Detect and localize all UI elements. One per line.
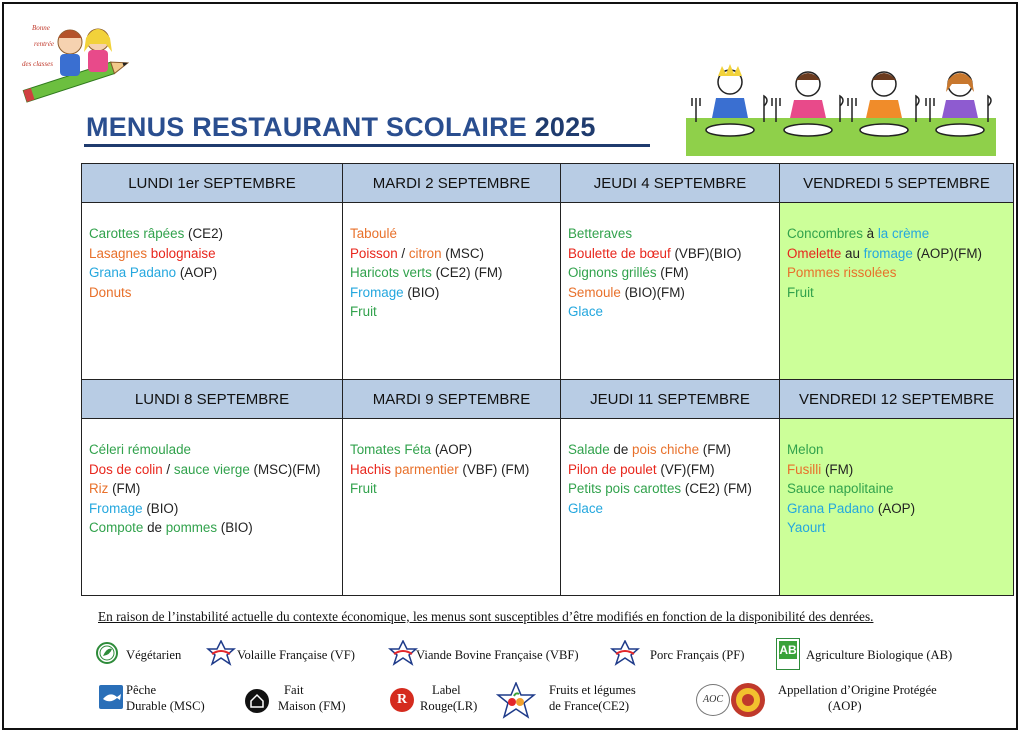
day-header-row xyxy=(82,164,1014,203)
menu-item xyxy=(89,283,342,303)
legend-fm-line1: Fait xyxy=(284,683,304,697)
menu-item xyxy=(787,283,1013,303)
menu-item-part: Betteraves xyxy=(568,226,633,241)
menu-item-part: citron xyxy=(408,245,442,261)
menu-item xyxy=(350,283,560,303)
legend-fm-line2: Maison (FM) xyxy=(278,699,346,713)
menu-item xyxy=(787,263,1013,283)
menu-item-part: Carottes râpées xyxy=(89,226,185,241)
menu-item-part: Pilon de poulet xyxy=(568,461,657,477)
menu-item-part: parmentier xyxy=(394,461,459,477)
day-header: JEUDI 11 SEPTEMBRE xyxy=(561,380,780,419)
menu-item-part: Lasagnes xyxy=(89,245,151,261)
menu-item-part: (CE2) (FM) xyxy=(431,265,503,280)
menu-item-part: (AOP) xyxy=(176,265,218,280)
legend-vf: Volaille Française (VF) xyxy=(237,648,355,662)
day-menu-cell xyxy=(343,203,561,380)
menu-item xyxy=(89,440,342,460)
menu-item xyxy=(787,440,1013,460)
legend-ce2-line2: de France(CE2) xyxy=(549,699,630,713)
menu-item-part: Taboulé xyxy=(350,226,397,241)
legend-lr-line2: Rouge(LR) xyxy=(420,699,478,713)
menu-item-part: Compote xyxy=(89,520,144,535)
day-header: LUNDI 1er SEPTEMBRE xyxy=(82,164,343,203)
menu-item-part: Hachis xyxy=(350,461,395,477)
menu-item xyxy=(89,479,342,499)
menu-item-part: (MSC) xyxy=(441,245,484,261)
menu-item-part: (AOP)(FM) xyxy=(912,245,982,261)
menu-item xyxy=(787,479,1013,499)
label-rouge-icon: R xyxy=(390,688,414,712)
menu-item-part: Riz xyxy=(89,481,109,496)
menu-item-part: Salade xyxy=(568,442,610,457)
menu-item-part: (FM) xyxy=(699,442,732,457)
menu-item-part: Melon xyxy=(787,442,824,457)
menu-item xyxy=(89,460,342,480)
menu-item xyxy=(350,263,560,283)
legend-lr-line1: Label xyxy=(432,683,461,697)
menu-item-part: (FM) xyxy=(656,265,689,280)
menu-item xyxy=(89,244,342,264)
day-header-row xyxy=(82,380,1014,419)
menu-item xyxy=(89,263,342,283)
menu-item-part: (FM) xyxy=(108,481,141,496)
menu-item-part: Pommes rissolées xyxy=(787,265,897,280)
day-menu-cell xyxy=(343,419,561,596)
menu-item xyxy=(89,224,342,244)
day-menu-cell xyxy=(82,203,343,380)
menu-item-part: / xyxy=(162,461,174,477)
logo-text-1: Bonne xyxy=(32,24,50,32)
menu-row xyxy=(82,419,1014,596)
menu-item-part: de xyxy=(143,520,166,535)
menu-item xyxy=(568,460,779,480)
menu-item xyxy=(787,518,1013,538)
menu-item-part: Fruit xyxy=(350,481,377,496)
menu-item-part: Fruit xyxy=(787,284,814,300)
legend-aop-line2: (AOP) xyxy=(828,699,862,713)
legend-vegetarien: Végétarien xyxy=(126,648,182,662)
menu-item xyxy=(89,499,342,519)
logo-text-3: des classes xyxy=(22,60,53,68)
legend-msc-line2: Durable (MSC) xyxy=(126,699,205,713)
menu-item-part: (CE2) xyxy=(184,226,223,241)
menu-item-part: Omelette xyxy=(787,245,842,261)
menu-item-part: Oignons grillés xyxy=(568,265,657,280)
menu-item xyxy=(568,479,779,499)
menu-item-part: Semoule xyxy=(568,284,621,300)
menu-item-part: Sauce napolitaine xyxy=(787,481,894,496)
menu-item-part: Fromage xyxy=(350,284,404,300)
legend-aop-line1: Appellation d’Origine Protégée xyxy=(778,683,937,697)
menu-item-part: Haricots verts xyxy=(350,265,432,280)
day-menu-cell xyxy=(82,419,343,596)
day-menu-cell xyxy=(780,419,1014,596)
aoc-logo-icon: AOC xyxy=(696,684,730,716)
menu-item-part: (BIO) xyxy=(403,284,440,300)
menu-item-part: (MSC)(FM) xyxy=(249,461,321,477)
menu-item-part: (CE2) (FM) xyxy=(681,481,752,496)
menu-item-part: Fromage xyxy=(89,500,143,516)
title-year: 2025 xyxy=(534,112,596,142)
menu-item-part: (AOP) xyxy=(431,442,473,457)
menu-item-part: Tomates Féta xyxy=(350,442,432,457)
menu-item xyxy=(787,244,1013,264)
menu-item xyxy=(350,460,560,480)
menu-item-part: sauce vierge xyxy=(173,461,250,477)
menu-item-part: Grana Padano xyxy=(787,500,875,516)
day-header: LUNDI 8 SEPTEMBRE xyxy=(82,380,343,419)
menu-item-part: Fruit xyxy=(350,304,377,319)
kids-at-table-illustration xyxy=(686,62,996,156)
menu-item xyxy=(787,460,1013,480)
menu-item-part: / xyxy=(397,245,409,261)
menu-item-part: Glace xyxy=(568,304,603,319)
day-header: JEUDI 4 SEPTEMBRE xyxy=(561,164,780,203)
logo-text-2: rentrée xyxy=(34,40,54,48)
legend-pf: Porc Français (PF) xyxy=(650,648,745,662)
menu-item-part: Donuts xyxy=(89,284,132,300)
menu-item-part: à xyxy=(866,226,878,241)
day-menu-cell xyxy=(561,203,780,380)
day-menu-cell xyxy=(780,203,1014,380)
day-header: MARDI 9 SEPTEMBRE xyxy=(343,380,561,419)
legend-ab: Agriculture Biologique (AB) xyxy=(806,648,953,662)
menu-item-part: bolognaise xyxy=(150,245,216,261)
menu-item-part: Yaourt xyxy=(787,520,826,535)
day-header: VENDREDI 5 SEPTEMBRE xyxy=(780,164,1014,203)
availability-notice: En raison de l’instabilité actuelle du contexte économique, les menus sont susceptibles d’être modifiés en fonction de la disponibilité des denrées. xyxy=(98,609,874,624)
menu-item xyxy=(568,244,779,264)
ab-logo-badge: AB xyxy=(779,643,797,657)
legend-ce2-line1: Fruits et légumes xyxy=(549,683,636,697)
menu-item-part: (BIO) xyxy=(142,500,179,516)
menu-item xyxy=(350,244,560,264)
day-header: MARDI 2 SEPTEMBRE xyxy=(343,164,561,203)
menu-item-part: Céleri rémoulade xyxy=(89,442,191,457)
menu-item-part: Dos de colin xyxy=(89,461,163,477)
legend-msc-line1: Pêche xyxy=(126,683,157,697)
page-title xyxy=(86,112,596,143)
menu-item-part: de xyxy=(609,442,633,457)
menu-item-part: (BIO) xyxy=(217,520,253,535)
legend-vbf: Viande Bovine Française (VBF) xyxy=(416,648,579,662)
day-header: VENDREDI 12 SEPTEMBRE xyxy=(780,380,1014,419)
menu-item-part: (BIO)(FM) xyxy=(620,284,685,300)
menu-item-part: pois chiche xyxy=(632,442,700,457)
menu-item-part: (VBF) (FM) xyxy=(458,461,530,477)
menu-item-part: (VF)(FM) xyxy=(656,461,715,477)
menu-item-part: la crème xyxy=(877,226,930,241)
menu-item xyxy=(787,224,1013,244)
menu-item xyxy=(350,479,560,499)
menu-item xyxy=(89,518,342,538)
menu-item-part: Poisson xyxy=(350,245,398,261)
menu-row xyxy=(82,203,1014,380)
menu-item-part: fromage xyxy=(863,245,913,261)
menu-item xyxy=(787,499,1013,519)
menu-item-part: Concombres xyxy=(787,226,867,241)
back-to-school-logo xyxy=(18,12,130,104)
menu-item-part: (AOP) xyxy=(874,500,916,516)
weekly-menu-table xyxy=(81,163,1014,596)
menu-item xyxy=(568,224,779,244)
menu-item xyxy=(350,224,560,244)
menu-item-part: pommes xyxy=(165,520,218,535)
menu-item xyxy=(350,440,560,460)
menu-item-part: (FM) xyxy=(821,461,854,477)
menu-item-part: Boulette de bœuf xyxy=(568,245,671,261)
menu-item xyxy=(350,302,560,322)
menu-item-part: Glace xyxy=(568,500,603,516)
menu-item xyxy=(568,263,779,283)
title-main: MENUS RESTAURANT SCOLAIRE xyxy=(86,112,528,142)
menu-item xyxy=(568,302,779,322)
menu-item-part: Petits pois carottes xyxy=(568,481,682,496)
menu-item xyxy=(568,440,779,460)
day-menu-cell xyxy=(561,419,780,596)
menu-item xyxy=(568,283,779,303)
menu-item-part: Fusilli xyxy=(787,461,822,477)
title-underline xyxy=(84,144,650,147)
menu-item-part: (VBF)(BIO) xyxy=(670,245,742,261)
menu-item-part: Grana Padano xyxy=(89,265,177,280)
menu-item xyxy=(568,499,779,519)
menu-item-part: au xyxy=(841,245,864,261)
